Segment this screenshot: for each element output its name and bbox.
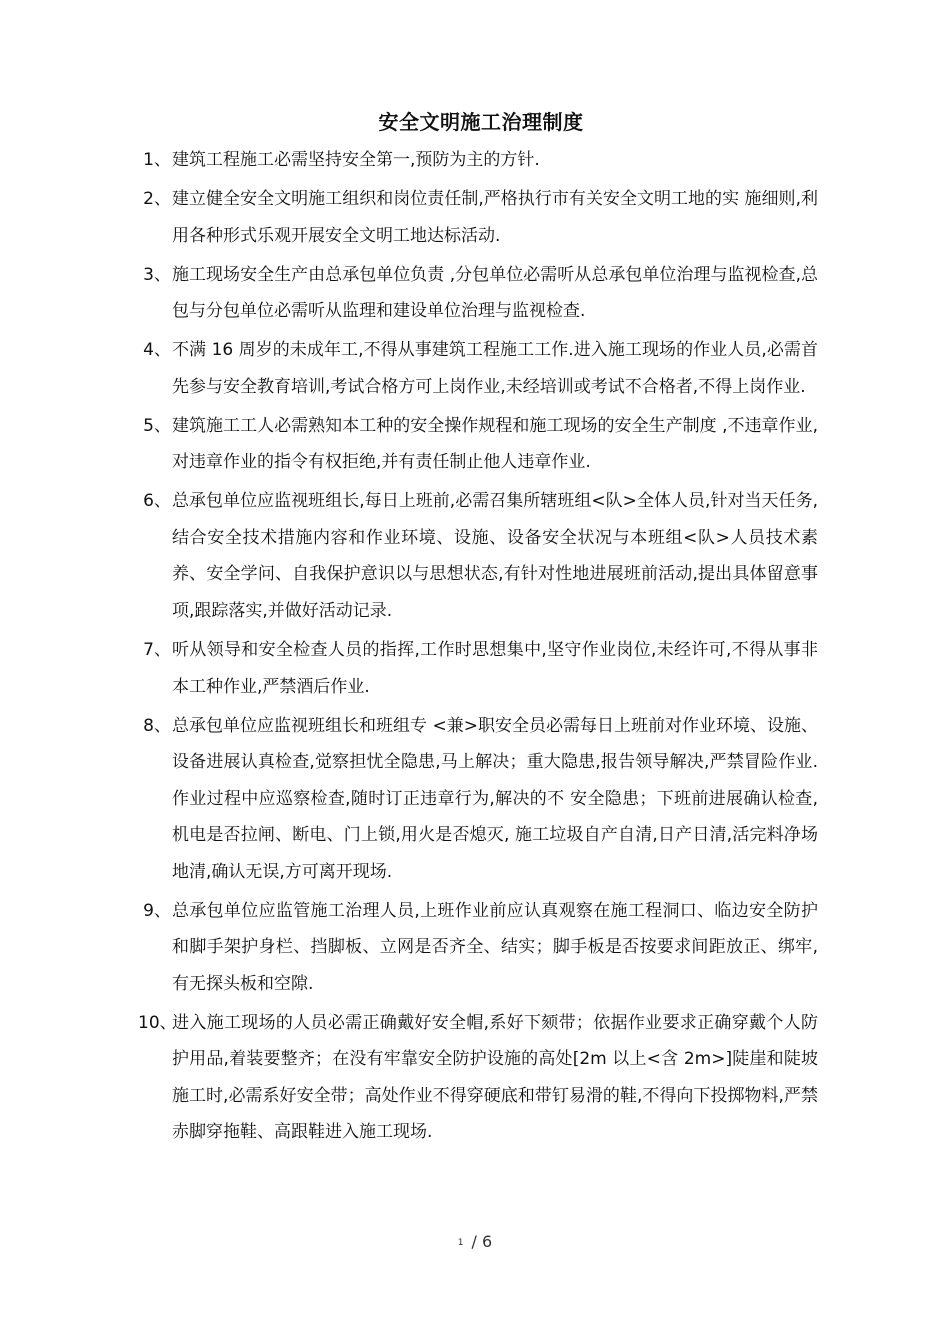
rule-text: 总承包单位应监视班组长,每日上班前,必需召集所辖班组<队>全体人员,针对当天任务,结合安全技术措施内容和作业环境、设施、设备安全状况与本班组<队>人员技术素养、安全学问、自我保护意识以与思想状态,有针对性地进展班前活动,提出具体留意事项,跟踪落实,并做好活动记录. (172, 491, 818, 621)
rule-number: 7、 (143, 640, 171, 661)
rule-item-1 (138, 142, 818, 179)
rule-text: 听从领导和安全检查人员的指挥,工作时思想集中,坚守作业岗位,未经许可,不得从事非本工种作业,严禁酒后作业. (172, 640, 818, 697)
current-page-number: 1 (457, 1238, 464, 1248)
rule-item-4 (138, 332, 818, 405)
rule-item-6 (138, 483, 818, 629)
rule-item-9 (138, 893, 818, 1003)
rule-item-5 (138, 408, 818, 481)
rule-number: 4、 (143, 340, 171, 361)
rule-item-10 (138, 1005, 818, 1151)
rule-text: 建筑施工工人必需熟知本工种的安全操作规程和施工现场的安全生产制度 ,不违章作业,对违章作业的指令有权拒绝,并有责任制止他人违章作业. (172, 415, 818, 473)
document-title: 安全文明施工治理制度 (378, 110, 584, 134)
rule-number: 6、 (143, 491, 171, 512)
rule-text: 建立健全安全文明施工组织和岗位责任制,严格执行市有关安全文明工地的实 施细则,利用各种形式乐观开展安全文明工地达标活动. (172, 189, 818, 246)
rules-list (138, 142, 818, 1153)
rule-item-2 (138, 181, 818, 254)
rule-number: 3、 (143, 264, 171, 285)
rule-text: 施工现场安全生产由总承包单位负责 ,分包单位必需听从总承包单位治理与监视检查,总包与分包单位必需听从监理和建设单位治理与监视检查. (172, 264, 818, 322)
rule-item-8 (138, 708, 818, 891)
rule-text: 总承包单位应监管施工治理人员,上班作业前应认真观察在施工程洞口、临边安全防护和脚手架护身栏、挡脚板、立网是否齐全、结实；脚手板是否按要求间距放正、绑牢,有无探头板和空隙. (172, 900, 818, 994)
rule-number: 8、 (143, 715, 171, 736)
page-footer (0, 1232, 950, 1251)
rule-text: 总承包单位应监视班组长和班组专 <兼>职安全员必需每日上班前对作业环境、设施、设备进展认真检查,觉察担忧全隐患,马上解决；重大隐患,报告领导解决,严禁冒险作业.作业过程中应巡察检查,随时订正违章行为,解决的不 安全隐患；下班前进展确认检查,机电是否拉闸、断电、门上锁,用火是否熄灭, 施工垃圾自产自清,日产日清,活完料净场地清,确认无误,方可离开现场. (172, 715, 818, 882)
rule-text: 进入施工现场的人员必需正确戴好安全帽,系好下颏带；依据作业要求正确穿戴个人防护用品,着装要整齐；在没有牢靠安全防护设施的高处[2m 以上<含 2m>]陡崖和陡坡施工时,必需系好安全带；高处作业不得穿硬底和带钉易滑的鞋,不得向下投掷物料,严禁赤脚穿拖鞋、高跟鞋进入施工现场. (172, 1012, 818, 1143)
rule-number: 1、 (143, 150, 171, 170)
rule-text: 不满 16 周岁的未成年工,不得从事建筑工程施工工作.进入施工现场的作业人员,必需首先参与安全教育培训,考试合格方可上岗作业,未经培训或考试不合格者,不得上岗作业. (172, 340, 818, 397)
rule-text: 建筑工程施工必需坚持安全第一,预防为主的方针. (172, 150, 540, 170)
rule-number: 5、 (143, 415, 171, 436)
rule-number: 2、 (143, 189, 171, 210)
rule-item-7 (138, 632, 818, 705)
rule-number: 10、 (138, 1012, 177, 1033)
rule-item-3 (138, 257, 818, 330)
rule-number: 9、 (143, 900, 171, 921)
total-pages: / 6 (471, 1232, 493, 1251)
